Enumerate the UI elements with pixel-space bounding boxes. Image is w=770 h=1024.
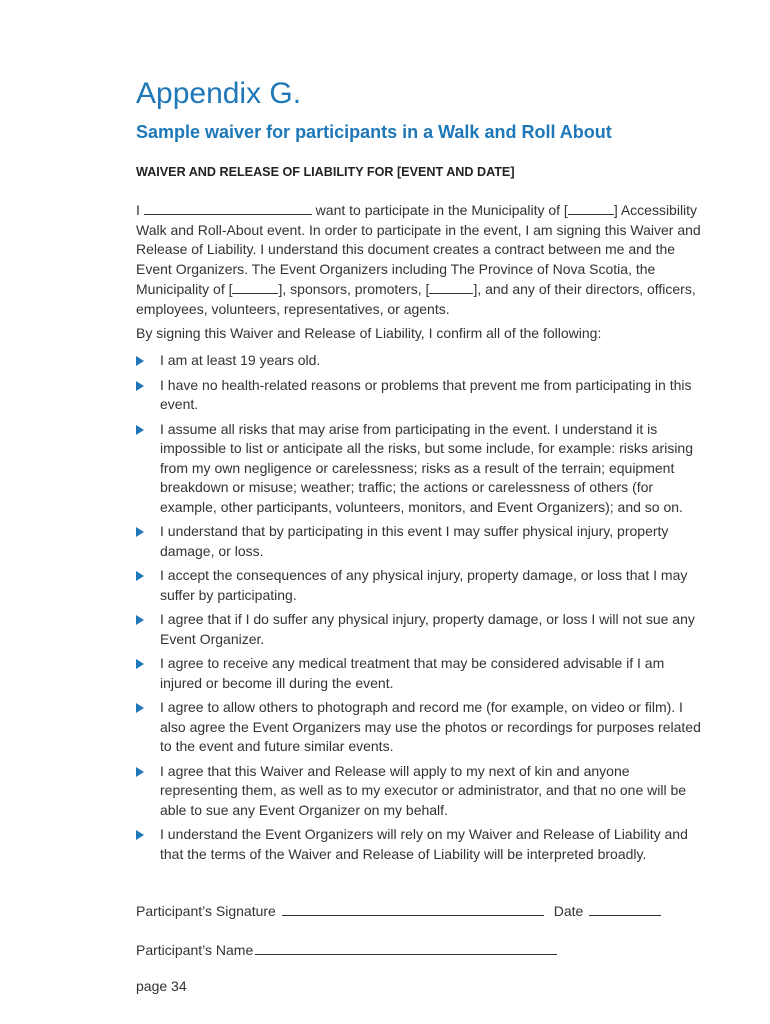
triangle-bullet-icon bbox=[136, 356, 144, 366]
list-item-text: I understand that by participating in this event I may suffer physical injury, property damage, or loss. bbox=[160, 523, 669, 559]
list-item-text: I have no health-related reasons or problems that prevent me from participating in this event. bbox=[160, 376, 692, 412]
signature-label: Participant’s Signature bbox=[136, 903, 276, 919]
triangle-bullet-icon bbox=[136, 527, 144, 537]
name-row bbox=[136, 940, 557, 960]
triangle-bullet-icon bbox=[136, 381, 144, 391]
waiver-heading: WAIVER AND RELEASE OF LIABILITY FOR [EVENT AND DATE] bbox=[136, 165, 515, 179]
list-item bbox=[136, 762, 706, 821]
list-item-text: I agree that if I do suffer any physical injury, property damage, or loss I will not sue any Event Organizer. bbox=[160, 611, 695, 647]
triangle-bullet-icon bbox=[136, 703, 144, 713]
list-item-text: I am at least 19 years old. bbox=[160, 352, 321, 368]
triangle-bullet-icon bbox=[136, 615, 144, 625]
triangle-bullet-icon bbox=[136, 830, 144, 840]
page-number: page 34 bbox=[136, 978, 187, 994]
name-label: Participant’s Name bbox=[136, 942, 254, 958]
triangle-bullet-icon bbox=[136, 425, 144, 435]
list-item-text: I understand the Event Organizers will rely on my Waiver and Release of Liability and that the terms of the Waiver and Release of Liability will be interpreted broadly. bbox=[160, 826, 688, 862]
intro-paragraph bbox=[136, 200, 706, 319]
list-item-text: I agree to allow others to photograph and record me (for example, on video or film). I also agree the Event Organizers may use the photos or recordings for purposes related to the event and future similar events. bbox=[160, 699, 701, 754]
list-item bbox=[136, 420, 706, 518]
list-item bbox=[136, 566, 706, 605]
list-item-text: I agree to receive any medical treatment that may be considered advisable if I am injured or become ill during the event. bbox=[160, 655, 665, 691]
list-item bbox=[136, 698, 706, 757]
intro-text-5: ], and any of their directors, officers, employees, volunteers, representatives, or agents. bbox=[136, 281, 696, 317]
signature-row bbox=[136, 901, 661, 921]
signature-line[interactable] bbox=[282, 901, 544, 916]
list-item bbox=[136, 610, 706, 649]
list-item bbox=[136, 351, 706, 371]
conditions-list bbox=[136, 351, 706, 864]
intro-text-2: want to participate in the Municipality of [ bbox=[315, 202, 568, 218]
intro-text-1: I bbox=[136, 202, 140, 218]
list-item-text: I agree that this Waiver and Release will apply to my next of kin and anyone representing them, as well as to my executor or administrator, and that no one will be able to sue any Event Organizer on my behalf. bbox=[160, 762, 687, 818]
list-item-text: I assume all risks that may arise from participating in the event. I understand it is impossible to list or anticipate all the risks, but some include, for example: risks arising from my own negligence or carelessness; risks as a result of the terrain; equipment breakdown or misuse; weather; traffic; the actions or carelessness of others (for example, other participants, volunteers, monitors, and Event Organizers); and so on. bbox=[160, 420, 693, 515]
triangle-bullet-icon bbox=[136, 571, 144, 581]
intro-text-4: ], sponsors, promoters, [ bbox=[278, 281, 430, 297]
list-item-text: I accept the consequences of any physical injury, property damage, or loss that I may suffer by participating. bbox=[160, 567, 688, 603]
list-item bbox=[136, 825, 706, 864]
date-label: Date bbox=[553, 903, 584, 919]
triangle-bullet-icon bbox=[136, 659, 144, 669]
confirm-statement: By signing this Waiver and Release of Liability, I confirm all of the following: bbox=[136, 325, 602, 341]
list-item bbox=[136, 654, 706, 693]
intro-text-3: ] Accessibility Walk and Roll-About event. In order to participate in the event, I am signing this Waiver and Release of Liability. I understand this document creates a contract between me and the Event Organizers. The Event Organizers including The Province of Nova Scotia, the Municipality of [ bbox=[136, 202, 701, 297]
date-line[interactable] bbox=[589, 901, 661, 916]
triangle-bullet-icon bbox=[136, 767, 144, 777]
list-item bbox=[136, 522, 706, 561]
sponsor-blank bbox=[429, 279, 473, 294]
participant-name-blank bbox=[144, 200, 312, 215]
appendix-title: Appendix G. bbox=[136, 77, 302, 110]
list-item bbox=[136, 376, 706, 415]
document-subtitle: Sample waiver for participants in a Walk and Roll About bbox=[136, 122, 612, 142]
municipality-blank-1 bbox=[568, 200, 614, 215]
name-line[interactable] bbox=[255, 940, 557, 955]
municipality-blank-2 bbox=[232, 279, 278, 294]
